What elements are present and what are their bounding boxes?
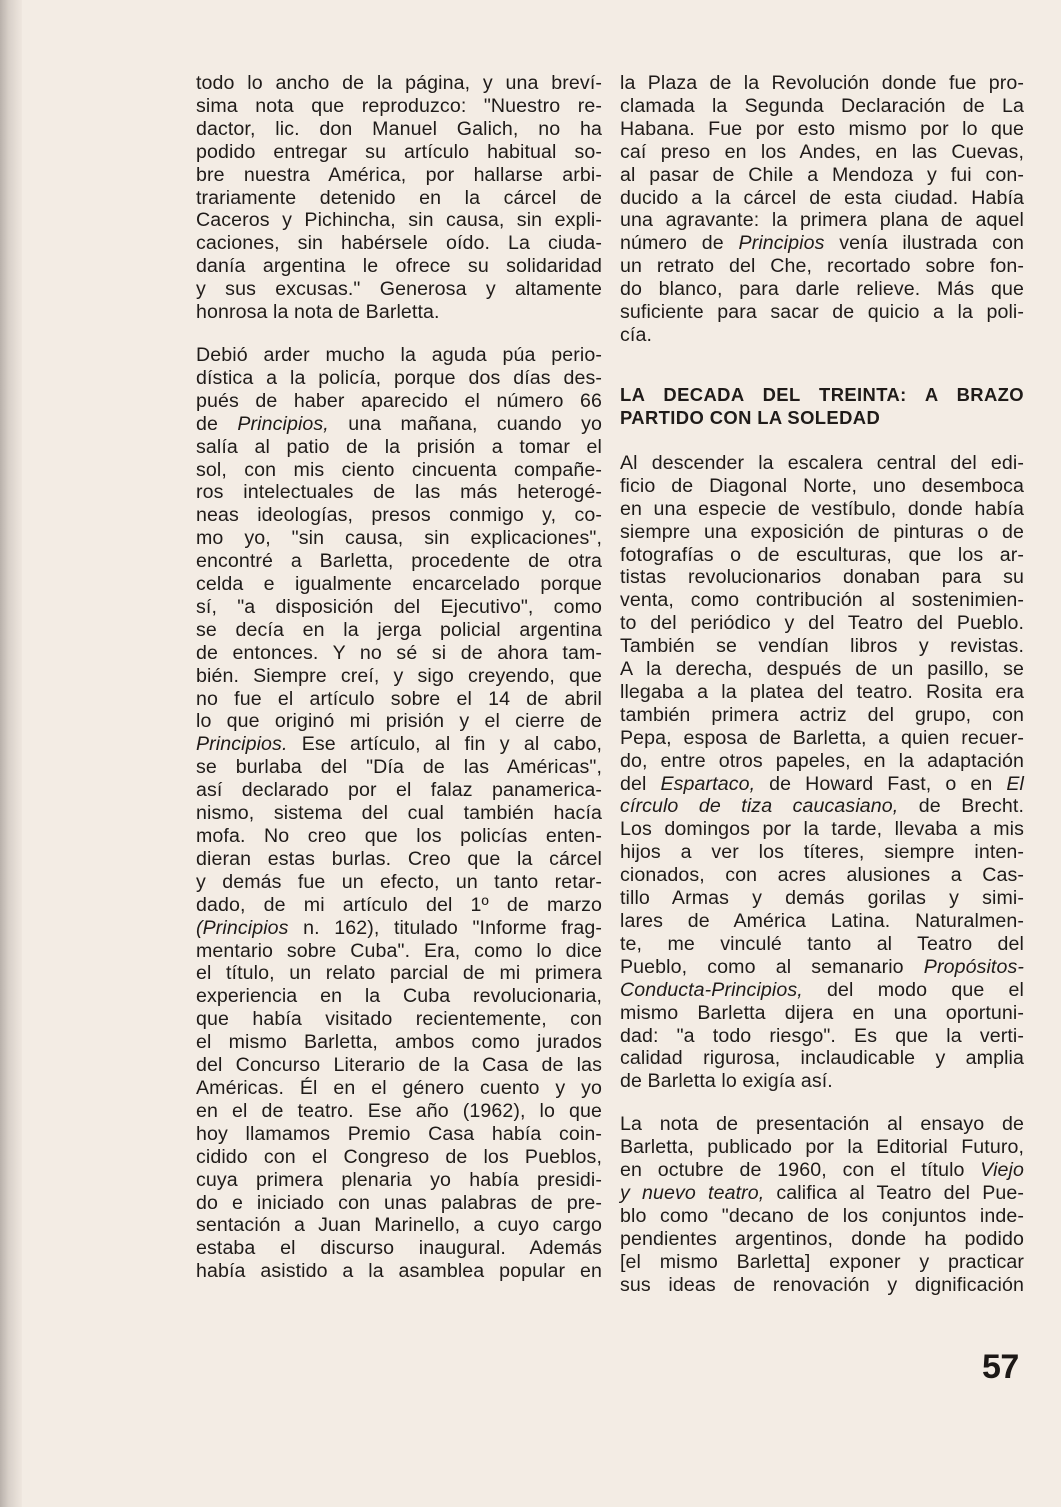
text-line: A la derecha, después de un pasillo, se xyxy=(620,658,1024,681)
text-line: y demás fue un efecto, un tanto retar- xyxy=(196,870,602,893)
text-line: tistas revolucionarios donaban para su xyxy=(620,566,1024,589)
text-line: pendientes argentinos, donde ha podido xyxy=(620,1227,1024,1250)
text-line: que había visitado recientemente, con xyxy=(196,1008,602,1031)
text-line: había asistido a la asamblea popular en xyxy=(196,1260,602,1283)
text-line: do, entre otros papeles, en la adaptación xyxy=(620,749,1024,772)
text-line: dad: "a todo riesgo". Es que la verti- xyxy=(620,1024,1024,1047)
text-line xyxy=(620,1159,1024,1182)
text-line: ducido a la cárcel de esta ciudad. Había xyxy=(620,186,1024,209)
italic-title: Principios xyxy=(738,232,825,255)
italic-title: círculo de tiza caucasiano, xyxy=(620,795,899,818)
left-paragraph-2 xyxy=(196,344,602,1283)
text-run: de Howard Fast, o en xyxy=(755,772,1007,795)
text-line: de Barletta lo exigía así. xyxy=(620,1070,833,1093)
heading-line: LA DECADA DEL TREINTA: A BRAZO xyxy=(620,383,1024,405)
text-run: una mañana, cuando yo xyxy=(328,412,602,435)
text-run: Pueblo, como al semanario xyxy=(620,955,924,978)
text-line: dística a la policía, porque dos días des- xyxy=(196,366,602,389)
text-run: de xyxy=(196,412,238,435)
text-line: blo como "decano de los conjuntos inde- xyxy=(620,1204,1024,1227)
italic-title: El xyxy=(1006,772,1024,795)
text-line: la Plaza de la Revolución donde fue pro- xyxy=(620,72,1024,94)
text-run: califica al Teatro del Pue- xyxy=(764,1181,1024,1204)
text-line: hoy llamamos Premio Casa había coin- xyxy=(196,1122,602,1145)
text-line xyxy=(620,1182,1024,1205)
text-run: número de xyxy=(620,232,739,255)
text-line: dado, de mi artículo del 1º de marzo xyxy=(196,893,602,916)
text-line: no fue el artículo sobre el 14 de abril xyxy=(196,687,602,710)
text-line: venta, como contribución al sostenimien- xyxy=(620,589,1024,612)
text-line: sol, con mis ciento cincuenta compañe- xyxy=(196,458,602,481)
right-paragraph-2 xyxy=(620,452,1024,1093)
text-line: hijos a ver los títeres, siempre inten- xyxy=(620,841,1024,864)
text-line: celda e igualmente encarcelado porque xyxy=(196,573,602,596)
italic-title: (Principios xyxy=(196,916,289,939)
text-line: podido entregar su artículo habitual so- xyxy=(196,140,602,163)
text-line: [el mismo Barletta] exponer y practicar xyxy=(620,1250,1024,1273)
text-line: Los domingos por la tarde, llevaba a mis xyxy=(620,818,1024,841)
text-line: dactor, lic. don Manuel Galich, no ha xyxy=(196,117,602,140)
text-line: caí preso en los Andes, en las Cuevas, xyxy=(620,140,1024,163)
text-line: mentario sobre Cuba". Era, como lo dice xyxy=(196,939,602,962)
text-line: do e iniciado con unas palabras de pre- xyxy=(196,1191,602,1214)
text-line: cía. xyxy=(620,323,652,346)
text-run: Ese artículo, al fin y al cabo, xyxy=(287,733,602,756)
text-line: de entonces. Y no sé si de ahora tam- xyxy=(196,641,602,664)
text-line: neas ideologías, presos conmigo y, co- xyxy=(196,504,602,527)
text-line: así declarado por el falaz panamerica- xyxy=(196,779,602,802)
right-paragraph-1 xyxy=(620,72,1024,347)
text-line: del Concurso Literario de la Casa de las xyxy=(196,1054,602,1077)
text-line: experiencia en la Cuba revolucionaria, xyxy=(196,985,602,1008)
text-line: nismo, sistema del cual también hacía xyxy=(196,802,602,825)
text-line: llegaba a la platea del teatro. Rosita era xyxy=(620,680,1024,703)
text-line: dieran estas burlas. Creo que la cárcel xyxy=(196,847,602,870)
text-line: caciones, sin habérsele oído. La ciuda- xyxy=(196,232,602,255)
text-line: todo lo ancho de la página, y una breví- xyxy=(196,72,602,94)
text-line xyxy=(196,413,602,436)
italic-title: Principios. xyxy=(196,733,288,756)
text-line: suficiente para sacar de quicio a la poli- xyxy=(620,301,1024,324)
text-line xyxy=(196,917,602,940)
page-edge-shadow xyxy=(0,0,22,1507)
text-line: mismo Barletta dijera en una oportuni- xyxy=(620,1001,1024,1024)
text-line: Barletta, publicado por la Editorial Futuro, xyxy=(620,1136,1024,1159)
text-line: pués de haber aparecido el número 66 xyxy=(196,389,602,412)
left-column xyxy=(196,72,602,1283)
text-line xyxy=(620,795,1024,818)
text-run: venía ilustrada con xyxy=(824,232,1024,255)
right-column xyxy=(620,72,1024,1297)
text-line: Américas. Él en el género cuento y yo xyxy=(196,1076,602,1099)
text-line: encontré a Barletta, procedente de otra xyxy=(196,550,602,573)
text-line: calidad rigurosa, inclaudicable y amplia xyxy=(620,1047,1024,1070)
text-line: Habana. Fue por esto mismo por lo que xyxy=(620,117,1024,140)
text-line: te, me vinculé tanto al Teatro del xyxy=(620,932,1024,955)
page-number: 57 xyxy=(982,1348,1019,1386)
text-line xyxy=(620,956,1024,979)
text-line: un retrato del Che, recortado sobre fon- xyxy=(620,255,1024,278)
text-line: cionados, con acres alusiones a Cas- xyxy=(620,864,1024,887)
italic-title: Principios, xyxy=(237,412,329,435)
text-line: sima nota que reproduzco: "Nuestro re- xyxy=(196,94,602,117)
text-line: al pasar de Chile a Mendoza y fui con- xyxy=(620,163,1024,186)
text-run: de Brecht. xyxy=(898,795,1024,818)
text-line: ros intelectuales de las más heterogé- xyxy=(196,481,602,504)
text-line: salía al patio de la prisión a tomar el xyxy=(196,435,602,458)
text-line: honrosa la nota de Barletta. xyxy=(196,301,440,324)
italic-title: y nuevo teatro, xyxy=(620,1181,765,1204)
text-line: danía argentina le ofrece su solidaridad xyxy=(196,255,602,278)
left-paragraph-1 xyxy=(196,72,602,324)
text-line: cuya primera plenaria yo había presidi- xyxy=(196,1168,602,1191)
heading-line: PARTIDO CON LA SOLEDAD xyxy=(620,407,881,429)
italic-title: Viejo xyxy=(980,1159,1024,1182)
section-heading xyxy=(620,383,1024,430)
text-line: lo que originó mi prisión y el cierre de xyxy=(196,710,602,733)
text-line: el título, un relato parcial de mi primera xyxy=(196,962,602,985)
text-line: una agravante: la primera plana de aquel xyxy=(620,209,1024,232)
italic-title: Conducta-Principios, xyxy=(620,978,803,1001)
text-line: to del periódico y del Teatro del Pueblo. xyxy=(620,612,1024,635)
italic-title: Espartaco, xyxy=(660,772,756,795)
text-line: en una especie de vestíbulo, donde había xyxy=(620,497,1024,520)
text-line: se decía en la jerga policial argentina xyxy=(196,618,602,641)
text-line: sí, "a disposición del Ejecutivo", como xyxy=(196,595,602,618)
text-line: y sus excusas." Generosa y altamente xyxy=(196,278,602,301)
text-line: siempre una exposición de pinturas o de xyxy=(620,520,1024,543)
text-line: Debió arder mucho la aguda púa perio- xyxy=(196,343,602,366)
text-run: del xyxy=(620,772,661,795)
text-line xyxy=(620,773,1024,796)
text-line: se burlaba del "Día de las Américas", xyxy=(196,756,602,779)
text-line: Pepa, esposa de Barletta, a quien recuer- xyxy=(620,726,1024,749)
text-line: en el de teatro. Ese año (1962), lo que xyxy=(196,1099,602,1122)
text-line: clamada la Segunda Declaración de La xyxy=(620,94,1024,117)
text-line: el mismo Barletta, ambos como jurados xyxy=(196,1031,602,1054)
text-line: ficio de Diagonal Norte, uno desemboca xyxy=(620,474,1024,497)
text-line xyxy=(196,733,602,756)
text-run: n. 162), titulado "Informe frag- xyxy=(288,916,602,939)
text-line: mo yo, "sin causa, sin explicaciones", xyxy=(196,527,602,550)
text-line: trariamente detenido en la cárcel de xyxy=(196,186,602,209)
text-line: lares de América Latina. Naturalmen- xyxy=(620,910,1024,932)
text-line: Caceros y Pichincha, sin causa, sin expli- xyxy=(196,209,602,232)
text-line: sentación a Juan Marinello, a cuyo cargo xyxy=(196,1214,602,1237)
text-run: en octubre de 1960, con el título xyxy=(620,1159,981,1182)
italic-title: Propósitos- xyxy=(923,955,1024,978)
text-line: estaba el discurso inaugural. Además xyxy=(196,1237,602,1260)
text-line: también primera actriz del grupo, con xyxy=(620,703,1024,726)
text-line: tillo Armas y demás gorilas y simi- xyxy=(620,887,1024,910)
text-line: bre nuestra América, por hallarse arbi- xyxy=(196,163,602,186)
text-run: del modo que el xyxy=(802,978,1024,1001)
text-line: mofa. No creo que los policías enten- xyxy=(196,825,602,847)
text-line: sus ideas de renovación y dignificación xyxy=(620,1273,1024,1296)
right-paragraph-3 xyxy=(620,1113,1024,1296)
text-line: También se vendían libros y revistas. xyxy=(620,635,1024,658)
text-line: cidido con el Congreso de los Pueblos, xyxy=(196,1145,602,1168)
text-line: fotografías o de esculturas, que los ar- xyxy=(620,543,1024,566)
text-line xyxy=(620,232,1024,255)
text-line: Al descender la escalera central del edi- xyxy=(620,451,1024,474)
text-line xyxy=(620,979,1024,1002)
text-line: La nota de presentación al ensayo de xyxy=(620,1113,1024,1136)
text-line: bién. Siempre creí, y sigo creyendo, que xyxy=(196,664,602,687)
text-line: do blanco, para darle relieve. Más que xyxy=(620,278,1024,301)
